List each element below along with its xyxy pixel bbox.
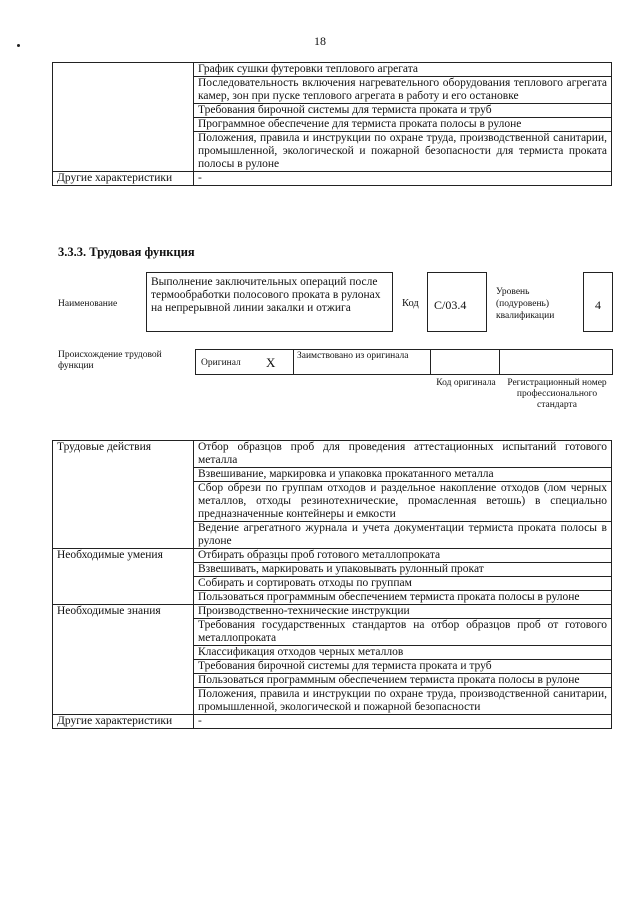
row-item: - — [194, 715, 612, 729]
row-label: Необходимые умения — [53, 549, 194, 605]
function-name-box: Выполнение заключительных операций после термообработки полосового проката в рулонах на непрерывной линии закалки и отжига — [146, 272, 393, 332]
function-code-box: C/03.4 — [427, 272, 487, 332]
row-item: Требования государственных стандартов на отбор образцов проб от готового металлопроката — [194, 619, 612, 646]
level-label: Уровень (подуровень) квалификации — [496, 287, 555, 321]
borrowed-cell — [293, 349, 431, 375]
scan-dot — [17, 44, 20, 47]
row-item: Сбор обрези по группам отходов и раздельное накопление отходов (лом черных металлов, отходы резинотехнические, промасленная ветошь) в специально предназначенные контейнеры и емкости — [194, 482, 612, 522]
origin-label: Происхождение трудовой функции — [58, 350, 162, 371]
table-row — [53, 172, 612, 186]
registration-caption: Регистрационный номер профессионального стандарта — [507, 378, 607, 410]
row-item: Отбор образцов проб для проведения аттестационных испытаний готового металла — [194, 441, 612, 468]
row-label: Трудовые действия — [53, 441, 194, 549]
name-label: Наименование — [58, 299, 118, 309]
labor-function-table — [52, 440, 612, 729]
row-item: Положения, правила и инструкции по охране труда, производственной санитарии, промышленной, экологической и пожарной безопасности для термиста проката полосы в рулоне — [194, 132, 612, 172]
original-cell — [195, 349, 294, 375]
original-mark: X — [266, 355, 276, 370]
table-row — [53, 605, 612, 619]
table-row — [53, 63, 612, 77]
row-item: Взвешивать, маркировать и упаковывать рулонный прокат — [194, 563, 612, 577]
row-item: График сушки футеровки теплового агрегата — [194, 63, 612, 77]
page-number: 18 — [314, 34, 326, 48]
row-item: Отбирать образцы проб готового металлопроката — [194, 549, 612, 563]
row-item: Положения, правила и инструкции по охране труда, производственной санитарии, промышленной, экологической и пожарной безопасности — [194, 688, 612, 715]
row-item: Взвешивание, маркировка и упаковка прокатанного металла — [194, 468, 612, 482]
table-row — [53, 549, 612, 563]
row-item: Ведение агрегатного журнала и учета документации термиста проката полосы в рулоне — [194, 522, 612, 549]
row-item: Пользоваться программным обеспечением термиста проката полосы в рулоне — [194, 674, 612, 688]
row-label — [53, 63, 194, 172]
original-label: Оригинал — [201, 358, 241, 368]
table-row — [53, 441, 612, 468]
requirements-table-continued — [52, 62, 612, 186]
row-item: Требования бирочной системы для термиста проката и труб — [194, 660, 612, 674]
row-label: Другие характеристики — [53, 715, 194, 729]
row-item: Последовательность включения нагревательного оборудования теплового агрегата камер, зон при пуске теплового агрегата в работу и его остановке — [194, 77, 612, 104]
borrowed-label: Заимствовано из оригинала — [297, 351, 409, 361]
row-item: - — [194, 172, 612, 186]
level-value-box: 4 — [583, 272, 613, 332]
registration-number-cell — [499, 349, 613, 375]
row-item: Пользоваться программным обеспечением термиста проката полосы в рулоне — [194, 591, 612, 605]
section-title: 3.3.3. Трудовая функция — [58, 245, 195, 259]
row-item: Классификация отходов черных металлов — [194, 646, 612, 660]
row-label: Необходимые знания — [53, 605, 194, 715]
code-caption: Код оригинала — [436, 378, 496, 388]
original-code-cell — [430, 349, 500, 375]
code-label: Код — [402, 298, 419, 309]
row-label: Другие характеристики — [53, 172, 194, 186]
row-item: Производственно-технические инструкции — [194, 605, 612, 619]
row-item: Требования бирочной системы для термиста проката и труб — [194, 104, 612, 118]
table-row — [53, 715, 612, 729]
row-item: Собирать и сортировать отходы по группам — [194, 577, 612, 591]
row-item: Программное обеспечение для термиста проката полосы в рулоне — [194, 118, 612, 132]
